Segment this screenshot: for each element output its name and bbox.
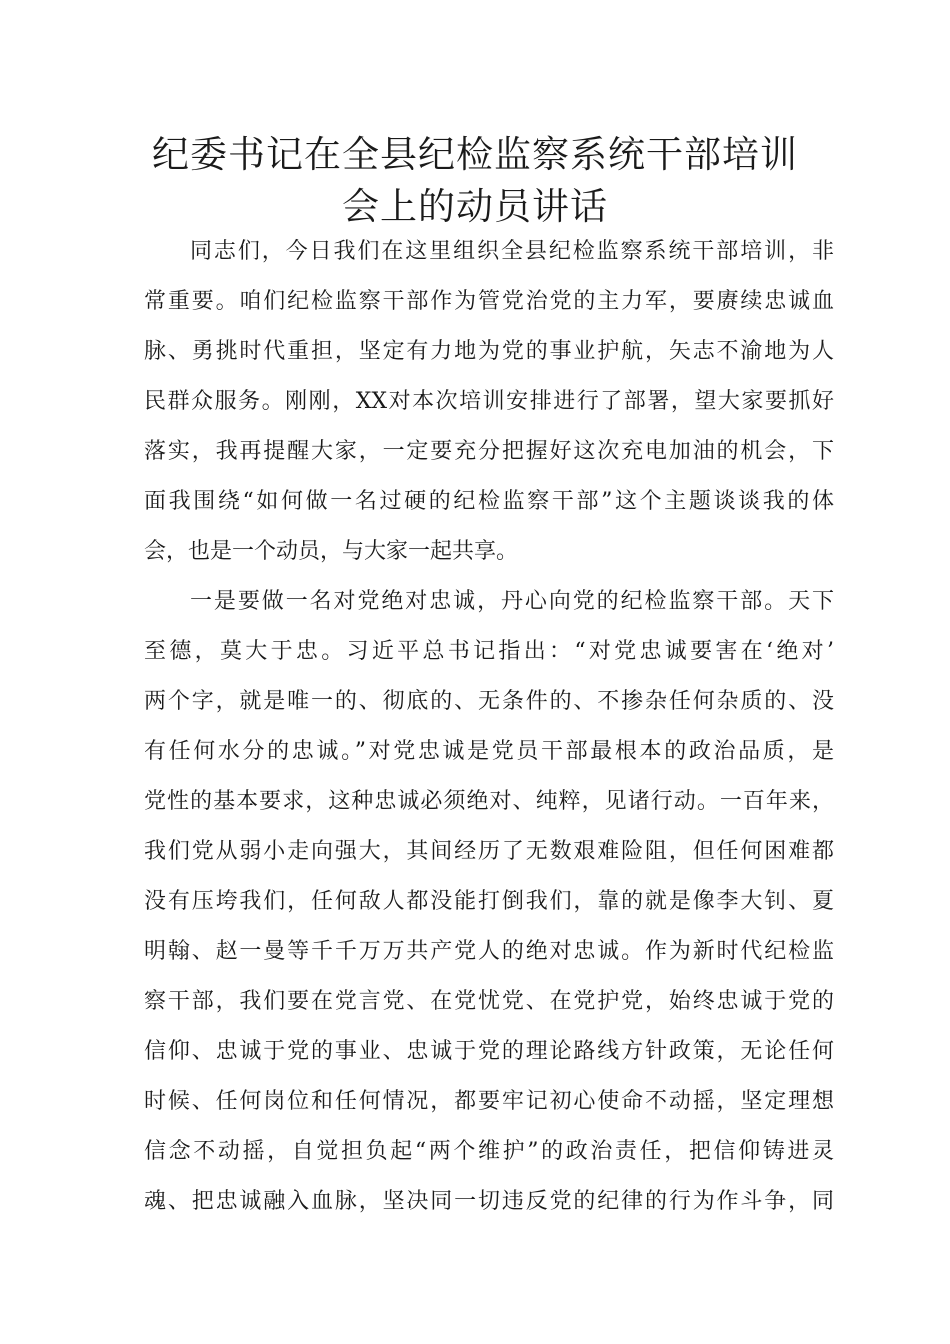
paragraph-2-line-1: 一是要做一名对党绝对忠诚，丹心向党的纪检监察干部。天下 (190, 589, 834, 614)
paragraph-1-line-1: 同志们，今日我们在这里组织全县纪检监察系统干部培训，非 (190, 239, 834, 264)
paragraph-2-line-9: 察干部，我们要在党言党、在党忧党、在党护党，始终忠诚于党的 (144, 989, 834, 1014)
paragraph-2-line-4: 有任何水分的忠诚。”对党忠诚是党员干部最根本的政治品质，是 (144, 739, 834, 764)
paragraph-2-line-11: 时候、任何岗位和任何情况，都要牢记初心使命不动摇，坚定理想 (144, 1089, 834, 1114)
paragraph-2-line-10: 信仰、忠诚于党的事业、忠诚于党的理论路线方针政策，无论任何 (144, 1039, 834, 1064)
paragraph-2-line-6: 我们党从弱小走向强大，其间经历了无数艰难险阻，但任何困难都 (144, 839, 834, 864)
paragraph-2-line-3: 两个字，就是唯一的、彻底的、无条件的、不掺杂任何杂质的、没 (144, 689, 834, 714)
paragraph-1-line-4: 民群众服务。刚刚，XX对本次培训安排进行了部署，望大家要抓好 (144, 389, 834, 414)
paragraph-1-line-3: 脉、勇挑时代重担，坚定有力地为党的事业护航，矢志不渝地为人 (144, 339, 834, 364)
document-title-line-2: 会上的动员讲话 (342, 185, 608, 228)
paragraph-2-line-5: 党性的基本要求，这种忠诚必须绝对、纯粹，见诸行动。一百年来， (144, 789, 834, 814)
paragraph-1-line-6: 面我围绕“如何做一名过硬的纪检监察干部”这个主题谈谈我的体 (144, 489, 834, 514)
paragraph-2-line-8: 明翰、赵一曼等千千万万共产党人的绝对忠诚。作为新时代纪检监 (144, 939, 834, 964)
paragraph-2-line-2: 至德，莫大于忠。习近平总书记指出：“对党忠诚要害在‘绝对’ (144, 639, 834, 664)
paragraph-1-line-7: 会，也是一个动员，与大家一起共享。 (144, 539, 519, 564)
paragraph-2-line-13: 魂、把忠诚融入血脉，坚决同一切违反党的纪律的行为作斗争，同 (144, 1189, 834, 1214)
document-title-line-1: 纪委书记在全县纪检监察系统干部培训 (152, 133, 798, 176)
paragraph-1-line-2: 常重要。咱们纪检监察干部作为管党治党的主力军，要赓续忠诚血 (144, 289, 834, 314)
paragraph-1-line-5: 落实，我再提醒大家，一定要充分把握好这次充电加油的机会，下 (144, 439, 834, 464)
paragraph-2-line-12: 信念不动摇，自觉担负起“两个维护”的政治责任，把信仰铸进灵 (144, 1139, 834, 1164)
paragraph-2-line-7: 没有压垮我们，任何敌人都没能打倒我们，靠的就是像李大钊、夏 (144, 889, 834, 914)
